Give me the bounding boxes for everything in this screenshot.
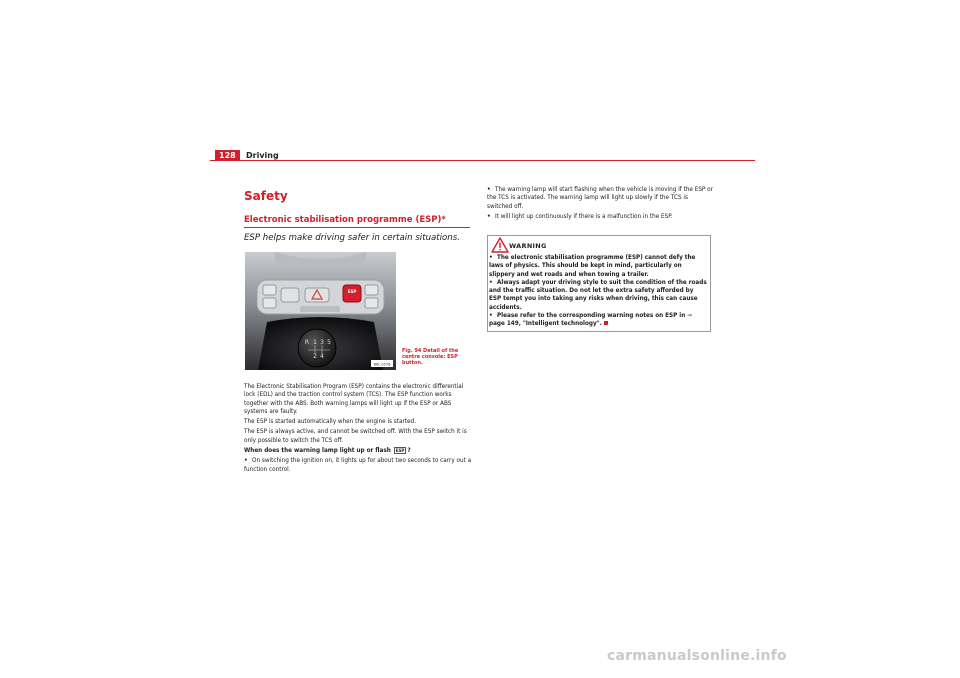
gear-label-5: 5 (327, 339, 331, 346)
page-title: Safety (244, 189, 288, 203)
list-item (489, 254, 707, 279)
gear-label-r: R (304, 339, 310, 346)
warning-text-physics: The electronic stabilisation programme (ESP) cannot defy the laws of physics. This should be kept in mind, particularly on slippery and wet roads and when towing a trailer. (489, 255, 696, 278)
bullet-text: On switching the ignition on, it lights up for about two seconds to carry out a function control. (244, 458, 472, 473)
section-header: Driving (246, 151, 279, 160)
column-right (487, 186, 713, 223)
list-item (489, 279, 707, 312)
list-item (489, 312, 707, 329)
warning-title: WARNING (509, 242, 547, 250)
figure-ref-code: B6L-0578 (373, 362, 391, 367)
reference-arrow-icon: ⇒ (687, 313, 693, 320)
question-text: When does the warning lamp light up or flash (244, 448, 391, 455)
bullet-icon: • (489, 279, 493, 286)
bullet-icon: • (489, 255, 493, 261)
bullet-icon: • (244, 458, 248, 465)
warning-text-chapter: "Intelligent technology". (522, 321, 602, 328)
question-mark: ? (407, 448, 411, 455)
warning-text-driving-style: Always adapt your driving style to suit the condition of the roads and the traffic situation. Do not let the extra safety afforded by ESP tempt you into taking any risks when driving, this can cause accidents. (489, 279, 707, 311)
header-rule (210, 160, 755, 161)
page-number: 128 (215, 150, 240, 161)
column-left (244, 383, 472, 476)
gear-label-3: 3 (320, 339, 324, 346)
figure-caption: Fig. 94 Detail of the centre console: ESP button. (402, 348, 459, 366)
warning-triangle-icon (491, 237, 509, 253)
end-of-section-icon (604, 321, 608, 325)
esp-warning-lamp-icon: ESP (395, 448, 405, 454)
bullet-icon: • (487, 187, 491, 193)
question-heading (244, 447, 472, 455)
paragraph-esp-intro: The Electronic Stabilisation Program (ESP) contains the electronic differential lock (EDL) and the traction control system (TCS). The ESP function works together with the ABS. Both warning lamps will light up if the ESP or ABS systems are faulty. (244, 384, 464, 415)
gear-label-4: 4 (320, 353, 324, 360)
list-item (487, 213, 713, 221)
page-reference-link[interactable]: page 149, (489, 321, 521, 328)
warning-body (489, 254, 707, 329)
bullet-icon: • (489, 313, 493, 320)
warning-text-refer: Please refer to the corresponding warning notes on ESP in (497, 313, 686, 320)
paragraph-esp-active: The ESP is always active, and cannot be switched off. With the ESP switch it is only possible to switch the TCS off. (244, 429, 467, 444)
console-illustration (245, 252, 396, 370)
bullet-text: It will light up continuously if there is a malfunction in the ESP. (495, 213, 673, 220)
bullet-text: The warning lamp will start flashing when the vehicle is moving if the ESP or the TCS is activated. The warning lamp will light up slowly if the TCS is switched off. (487, 187, 713, 210)
centre-console-photo (245, 252, 396, 370)
paragraph-esp-start: The ESP is started automatically when the engine is started. (244, 419, 416, 426)
list-item (487, 186, 713, 211)
bullet-icon: • (487, 213, 491, 220)
list-item (244, 457, 472, 474)
esp-button-label: ESP (347, 289, 357, 294)
section-subtitle: Electronic stabilisation programme (ESP)* (244, 215, 446, 225)
gear-label-1: 1 (313, 339, 317, 346)
watermark: carmanualsonline.info (607, 648, 787, 664)
subtitle-rule (244, 227, 470, 228)
lead-text: ESP helps make driving safer in certain situations. (244, 233, 460, 243)
gear-label-2: 2 (313, 353, 317, 360)
